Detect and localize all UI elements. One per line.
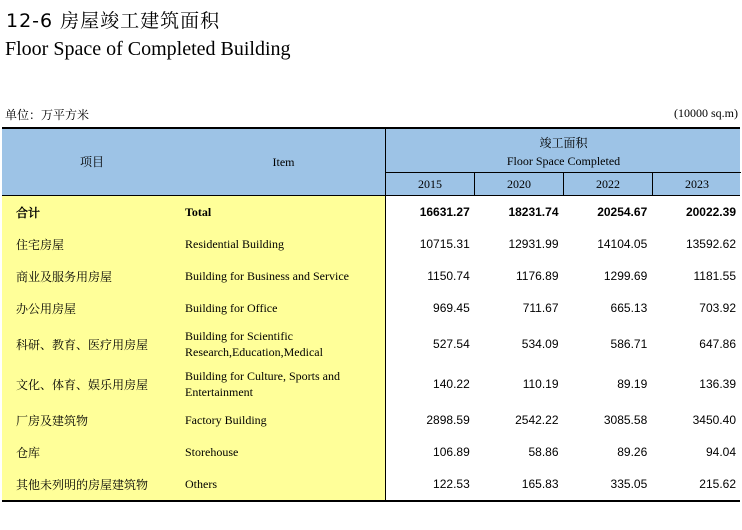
- table-body: [2, 196, 740, 500]
- row-label-en: Factory Building: [185, 413, 267, 427]
- cell-value: 140.22: [433, 377, 470, 391]
- table-row: [2, 436, 740, 468]
- cell-value: 3450.40: [692, 413, 736, 427]
- cell-value: 1176.89: [516, 269, 559, 283]
- cell-value: 703.92: [699, 301, 736, 315]
- cell-value: 136.39: [699, 377, 736, 391]
- row-label-en: Building for Office: [185, 301, 278, 315]
- row-label-en: Residential Building: [185, 237, 284, 251]
- cell-value: 89.19: [617, 377, 648, 391]
- table-row: [2, 364, 740, 404]
- cell-value: 14104.05: [597, 237, 648, 251]
- header-group-cn: 竣工面积: [539, 136, 588, 150]
- header-group-en: Floor Space Completed: [506, 154, 621, 168]
- cell-value: 586.71: [610, 337, 648, 351]
- cell-value: 2898.59: [426, 413, 470, 427]
- cell-value: 969.45: [433, 301, 470, 315]
- cell-value: 20254.67: [597, 205, 648, 219]
- cell-value: 94.04: [705, 445, 736, 459]
- row-label-cn: 科研、教育、医疗用房屋: [16, 337, 149, 352]
- cell-value: 10715.31: [419, 237, 470, 251]
- table-row: [2, 228, 740, 260]
- cell-value: 215.62: [699, 477, 736, 491]
- page-title-en: Floor Space of Completed Building: [5, 38, 291, 60]
- row-label-en: Others: [185, 477, 217, 491]
- table-row: [2, 292, 740, 324]
- unit-label-cn: 单位：万平方米: [5, 108, 90, 122]
- row-label-cn: 住宅房屋: [16, 237, 65, 252]
- cell-value: 58.86: [528, 445, 559, 459]
- cell-value: 165.83: [521, 477, 559, 491]
- row-label-en: Storehouse: [185, 445, 239, 459]
- header-item-cn: 项目: [79, 155, 104, 169]
- row-label-en: Building for Business and Service: [185, 269, 349, 283]
- row-label-cn: 文化、体育、娱乐用房屋: [16, 377, 149, 392]
- header-year-2015: 2015: [418, 177, 442, 191]
- cell-value: 534.09: [521, 337, 559, 351]
- cell-value: 3085.58: [603, 413, 648, 427]
- data-table: [2, 127, 740, 502]
- row-label-en: Building for Scientific Research,Education,Medical: [185, 329, 323, 359]
- unit-label-en: (10000 sq.m): [674, 106, 738, 120]
- table-row: [2, 404, 740, 436]
- cell-value: 1299.69: [603, 269, 648, 283]
- table-row: [2, 260, 740, 292]
- row-label-cn: 办公用房屋: [16, 301, 77, 316]
- cell-value: 16631.27: [419, 205, 470, 219]
- page-title-cn: 12-6 房屋竣工建筑面积: [6, 10, 221, 32]
- table-row: [2, 468, 740, 500]
- header-year-2020: 2020: [474, 173, 563, 196]
- header-item-en: Item: [272, 155, 295, 169]
- header-year-2023: 2023: [652, 173, 741, 196]
- row-label-cn: 合计: [16, 205, 41, 220]
- header-group: [385, 129, 741, 195]
- row-label-cn: 厂房及建筑物: [16, 413, 89, 428]
- cell-value: 647.86: [699, 337, 736, 351]
- row-label-cn: 商业及服务用房屋: [16, 269, 113, 284]
- cell-value: 20022.39: [685, 205, 736, 219]
- cell-value: 13592.62: [685, 237, 736, 251]
- row-label-cn: 其他未列明的房屋建筑物: [16, 477, 149, 492]
- cell-value: 18231.74: [508, 205, 559, 219]
- cell-value: 1181.55: [693, 269, 736, 283]
- cell-value: 110.19: [522, 377, 559, 391]
- header-year-2022: 2022: [563, 173, 652, 196]
- cell-value: 665.13: [610, 301, 648, 315]
- cell-value: 122.53: [433, 477, 470, 491]
- cell-value: 527.54: [433, 337, 470, 351]
- cell-value: 12931.99: [508, 237, 559, 251]
- table-row: [2, 324, 740, 364]
- table-row-total: [2, 196, 740, 228]
- table-header: [2, 129, 740, 196]
- cell-value: 89.26: [617, 445, 648, 459]
- cell-value: 711.67: [522, 301, 559, 315]
- cell-value: 106.89: [433, 445, 470, 459]
- header-years: [386, 172, 741, 196]
- row-label-cn: 仓库: [16, 445, 41, 460]
- cell-value: 2542.22: [515, 413, 559, 427]
- row-label-en: Total: [185, 205, 212, 219]
- cell-value: 335.05: [610, 477, 648, 491]
- row-label-en: Building for Culture, Sports and Entertainment: [185, 369, 340, 399]
- cell-value: 1150.74: [427, 269, 470, 283]
